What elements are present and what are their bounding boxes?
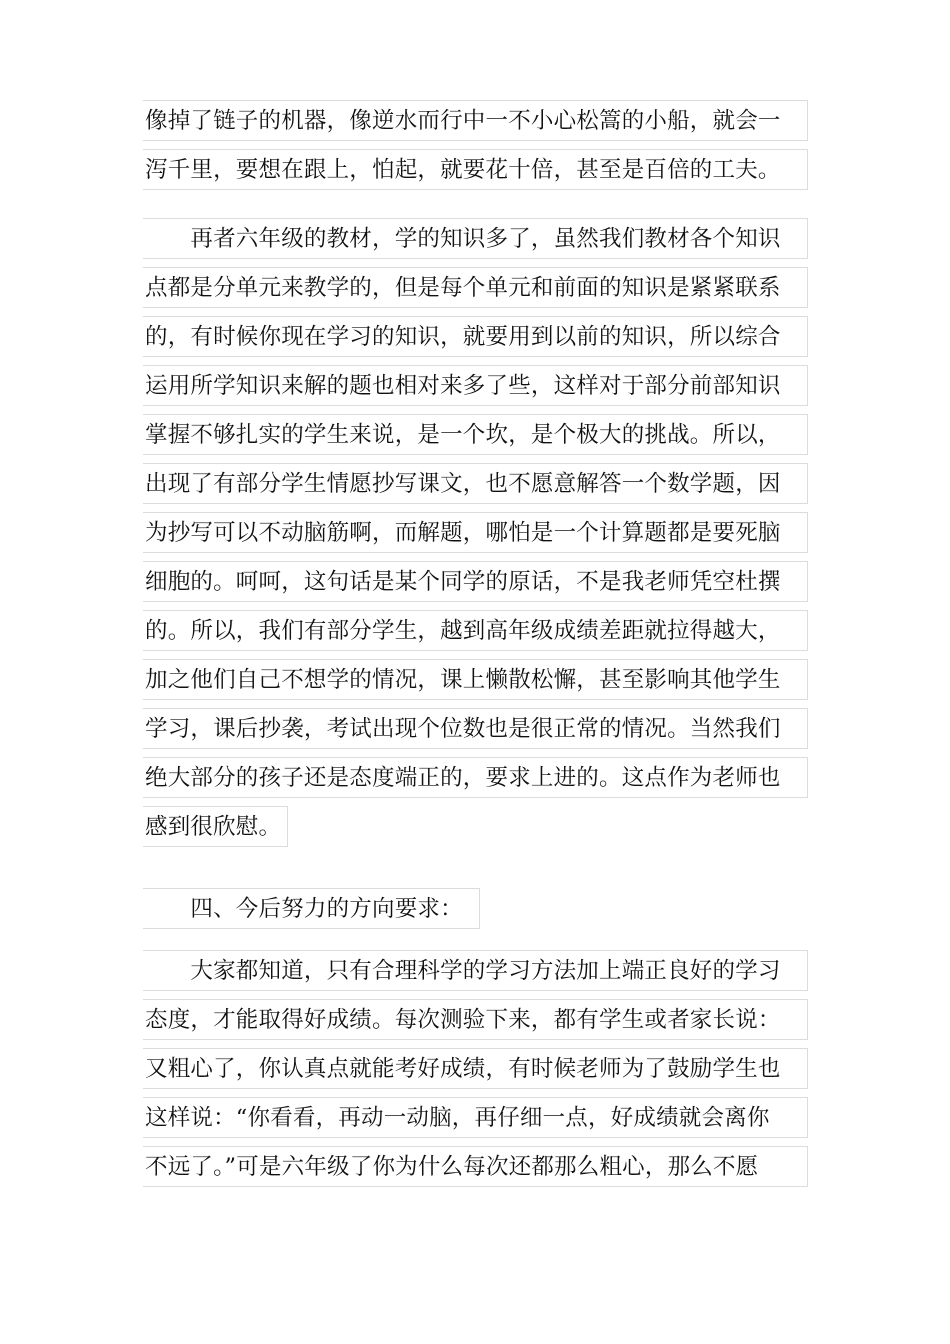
section-heading: 四、今后努力的方向要求：: [143, 888, 480, 929]
text-line: 像掉了链子的机器，像逆水而行中一不小心松篙的小船，就会一: [143, 100, 808, 141]
text-line: 感到很欣慰。: [143, 806, 288, 847]
text-line: 态度，才能取得好成绩。每次测验下来，都有学生或者家长说：: [143, 999, 808, 1040]
text-line: 绝大部分的孩子还是态度端正的，要求上进的。这点作为老师也: [143, 757, 808, 798]
text-line: 学习，课后抄袭，考试出现个位数也是很正常的情况。当然我们: [143, 708, 808, 749]
text-line: 出现了有部分学生情愿抄写课文，也不愿意解答一个数学题，因: [143, 463, 808, 504]
text-line: 掌握不够扎实的学生来说，是一个坎，是个极大的挑战。所以，: [143, 414, 808, 455]
text-line: 不远了。”可是六年级了你为什么每次还都那么粗心，那么不愿: [143, 1146, 808, 1187]
text-line: 运用所学知识来解的题也相对来多了些，这样对于部分前部知识: [143, 365, 808, 406]
text-line: 点都是分单元来教学的，但是每个单元和前面的知识是紧紧联系: [143, 267, 808, 308]
text-line: 的。所以，我们有部分学生，越到高年级成绩差距就拉得越大，: [143, 610, 808, 651]
text-line: 又粗心了，你认真点就能考好成绩，有时候老师为了鼓励学生也: [143, 1048, 808, 1089]
text-line: 为抄写可以不动脑筋啊，而解题，哪怕是一个计算题都是要死脑: [143, 512, 808, 553]
text-line: 细胞的。呵呵，这句话是某个同学的原话，不是我老师凭空杜撰: [143, 561, 808, 602]
text-line: 大家都知道，只有合理科学的学习方法加上端正良好的学习: [143, 950, 808, 991]
text-line: 的，有时候你现在学习的知识，就要用到以前的知识，所以综合: [143, 316, 808, 357]
text-line: 泻千里，要想在跟上，怕起，就要花十倍，甚至是百倍的工夫。: [143, 149, 808, 190]
text-line: 这样说：“你看看，再动一动脑，再仔细一点，好成绩就会离你: [143, 1097, 808, 1138]
text-line: 再者六年级的教材，学的知识多了，虽然我们教材各个知识: [143, 218, 808, 259]
text-line: 加之他们自己不想学的情况，课上懒散松懈，甚至影响其他学生: [143, 659, 808, 700]
